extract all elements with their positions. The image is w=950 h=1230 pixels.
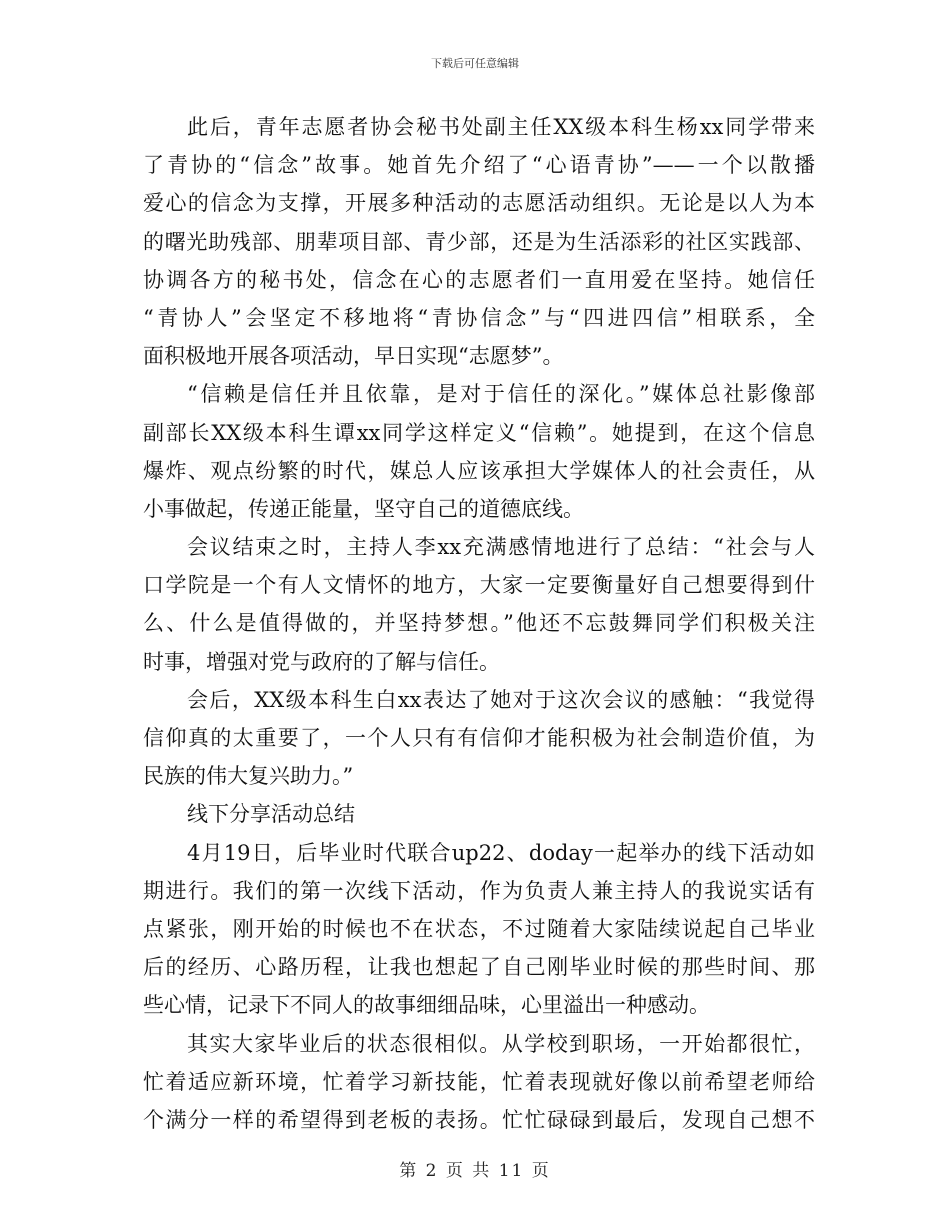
section-heading: 线下分享活动总结 <box>187 802 355 827</box>
text-line: 其实大家毕业后的状态很相似。从学校到职场，一开始都很忙， <box>187 1031 815 1056</box>
text-line: 么、什么是值得做的，并坚持梦想。”他还不忘鼓舞同学们积极关注 <box>143 611 815 636</box>
text-line: “青协人”会坚定不移地将“青协信念”与“四进四信”相联系，全 <box>143 305 815 330</box>
text-line: 爱心的信念为支撑，开展多种活动的志愿活动组织。无论是以人为本 <box>143 191 815 216</box>
text-line: 4月19日，后毕业时代联合up22、doday一起举办的线下活动如 <box>187 840 815 865</box>
text-line: 期进行。我们的第一次线下活动，作为负责人兼主持人的我说实话有 <box>143 878 815 903</box>
text-line: 爆炸、观点纷繁的时代，媒总人应该承担大学媒体人的社会责任，从 <box>143 458 815 483</box>
text-line: 协调各方的秘书处，信念在心的志愿者们一直用爱在坚持。她信任 <box>143 267 815 292</box>
text-line: 会后，XX级本科生白xx表达了她对于这次会议的感触：“我觉得 <box>187 687 815 712</box>
text-line: 面积极地开展各项活动，早日实现“志愿梦”。 <box>143 344 564 369</box>
page-header: 下载后可任意编辑 <box>431 57 519 70</box>
body-text <box>143 108 815 1139</box>
text-line: 忙着适应新环境，忙着学习新技能，忙着表现就好像以前希望老师给 <box>143 1069 815 1094</box>
text-line: 会议结束之时，主持人李xx充满感情地进行了总结：“社会与人 <box>187 535 815 560</box>
text-line: 时事，增强对党与政府的了解与信任。 <box>143 649 500 674</box>
text-line: 口学院是一个有人文情怀的地方，大家一定要衡量好自己想要得到什 <box>143 573 815 598</box>
text-line: 副部长XX级本科生谭xx同学这样定义“信赖”。她提到，在这个信息 <box>143 420 815 445</box>
text-line: 了青协的“信念”故事。她首先介绍了“心语青协”——一个以散播 <box>143 153 815 178</box>
text-line: 此后，青年志愿者协会秘书处副主任XX级本科生杨xx同学带来 <box>187 115 815 139</box>
text-line: 个满分一样的希望得到老板的表扬。忙忙碌碌到最后，发现自己想不 <box>143 1107 815 1132</box>
text-line: 小事做起，传递正能量，坚守自己的道德底线。 <box>143 496 584 521</box>
page-footer: 第 2 页 共 11 页 <box>399 1161 551 1181</box>
text-line: 民族的伟大复兴助力。” <box>143 764 354 789</box>
text-line: 后的经历、心路历程，让我也想起了自己刚毕业时候的那些时间、那 <box>143 955 815 980</box>
text-line: 信仰真的太重要了，一个人只有有信仰才能积极为社会制造价值，为 <box>143 726 815 750</box>
text-line: “信赖是信任并且依靠，是对于信任的深化。”媒体总社影像部 <box>187 382 815 407</box>
text-line: 些心情，记录下不同人的故事细细品味，心里溢出一种感动。 <box>143 993 710 1018</box>
text-line: 的曙光助残部、朋辈项目部、青少部，还是为生活添彩的社区实践部、 <box>143 229 815 254</box>
text-line: 点紧张，刚开始的时候也不在状态，不过随着大家陆续说起自己毕业 <box>143 916 815 941</box>
